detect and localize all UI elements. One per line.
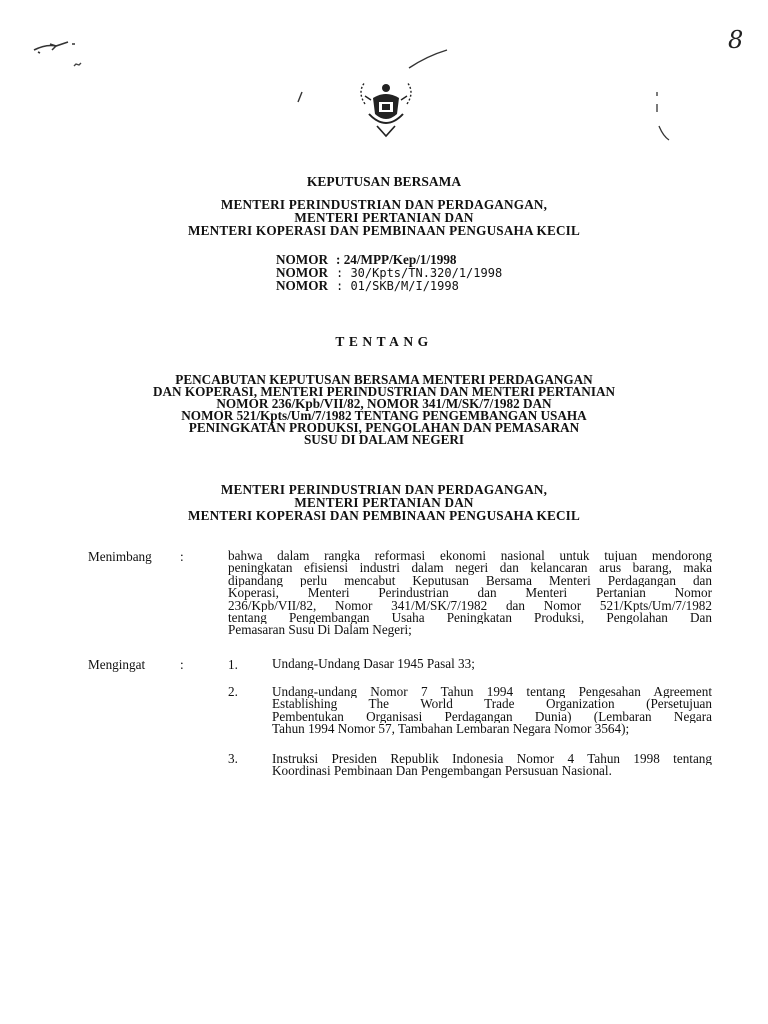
issuer-line-2: MENTERI PERTANIAN DAN bbox=[294, 495, 474, 510]
mengingat-item-3 bbox=[272, 753, 712, 778]
subject-line-4: NOMOR 521/Kpts/Um/7/1982 TENTANG PENGEMBANGAN USAHA bbox=[181, 408, 587, 423]
paragraph-line: dipandang perlu mencabut Keputusan Bersama Menteri Perdagangan dan bbox=[228, 574, 712, 588]
subject-line-5: PENINGKATAN PRODUKSI, PENGOLAHAN DAN PEMASARAN bbox=[188, 420, 580, 435]
mengingat-item-1 bbox=[272, 658, 712, 670]
menimbang-paragraph bbox=[228, 550, 712, 637]
item-number: 1. bbox=[228, 657, 238, 672]
tentang-heading: TENTANG bbox=[335, 334, 433, 349]
item-line: Tahun 1994 Nomor 57, Tambahan Lembaran Negara Nomor 3564); bbox=[272, 723, 630, 736]
handwritten-page-number: 8 bbox=[728, 26, 744, 54]
paragraph-line: 236/Kpb/VII/82, Nomor 341/M/SK/7/1982 dan Nomor 521/Kpts/Um/7/1982 bbox=[228, 599, 712, 613]
minister-line-1: MENTERI PERINDUSTRIAN DAN PERDAGANGAN, bbox=[220, 197, 548, 212]
menimbang-colon: : bbox=[180, 549, 184, 564]
item-line: Establishing The World Trade Organization (Persetujuan bbox=[272, 698, 712, 711]
minister-line-2: MENTERI PERTANIAN DAN bbox=[294, 210, 474, 225]
pen-scribble-mark bbox=[28, 30, 108, 70]
item-number: 2. bbox=[228, 684, 238, 699]
issuer-line-3: MENTERI KOPERASI DAN PEMBINAAN PENGUSAHA KECIL bbox=[187, 508, 581, 523]
item-line: Pembentukan Organisasi Perdagangan Dunia) (Lembaran Negara bbox=[272, 710, 712, 724]
garuda-emblem-icon bbox=[351, 74, 421, 144]
subject-line-6: SUSU DI DALAM NEGERI bbox=[303, 432, 465, 447]
item-line: Koordinasi Pembinaan Dan Pengembangan Persusuan Nasional. bbox=[272, 765, 612, 778]
subject-line-1: PENCABUTAN KEPUTUSAN BERSAMA MENTERI PERDAGANGAN bbox=[175, 372, 593, 387]
nomor-line-3 bbox=[276, 279, 459, 294]
document-title: KEPUTUSAN BERSAMA bbox=[306, 174, 462, 189]
issuer-line-1: MENTERI PERINDUSTRIAN DAN PERDAGANGAN, bbox=[220, 482, 548, 497]
menimbang-label: Menimbang bbox=[88, 549, 152, 564]
mengingat-label: Mengingat bbox=[88, 657, 146, 672]
nomor-value: : 24/MPP/Kep/1/1998 bbox=[336, 252, 457, 267]
paragraph-line: Pemasaran Susu Di Dalam Negeri; bbox=[228, 624, 412, 637]
nomor-value: : 01/SKB/M/I/1998 bbox=[336, 279, 459, 293]
mengingat-colon: : bbox=[180, 657, 184, 672]
item-line: Instruksi Presiden Republik Indonesia Nomor 4 Tahun 1998 tentang bbox=[272, 753, 712, 766]
paragraph-line: Koperasi, Menteri Perindustrian dan Menteri Pertanian Nomor bbox=[228, 587, 712, 600]
item-line: Undang-undang Nomor 7 Tahun 1994 tentang Pengesahan Agreement bbox=[272, 686, 712, 699]
nomor-value: : 30/Kpts/TN.320/1/1998 bbox=[336, 266, 503, 280]
margin-marks bbox=[645, 82, 675, 152]
item-line: Undang-Undang Dasar 1945 Pasal 33; bbox=[272, 658, 475, 671]
subject-line-2: DAN KOPERASI, MENTERI PERINDUSTRIAN DAN MENTERI PERTANIAN bbox=[153, 384, 615, 399]
paragraph-line: peningkatan efisiensi industri dalam negeri dan kelancaran arus barang, maka bbox=[228, 562, 712, 575]
mengingat-item-2 bbox=[272, 686, 712, 736]
paragraph-line: bahwa dalam rangka reformasi ekonomi nasional untuk tujuan mendorong bbox=[228, 550, 712, 563]
minister-line-3: MENTERI KOPERASI DAN PEMBINAAN PENGUSAHA KECIL bbox=[187, 223, 581, 238]
nomor-label: NOMOR bbox=[276, 265, 329, 280]
nomor-label: NOMOR bbox=[276, 278, 329, 293]
subject-line-3: NOMOR 236/Kpb/VII/82, NOMOR 341/M/SK/7/1982 DAN bbox=[216, 396, 552, 411]
paragraph-line: tentang Pengembangan Usaha Peningkatan Produksi, Pengolahan Dan bbox=[228, 612, 712, 625]
pen-stroke-mark bbox=[405, 46, 465, 76]
pen-tick-mark bbox=[290, 88, 310, 108]
nomor-label: NOMOR bbox=[276, 252, 329, 267]
item-number: 3. bbox=[228, 751, 238, 766]
